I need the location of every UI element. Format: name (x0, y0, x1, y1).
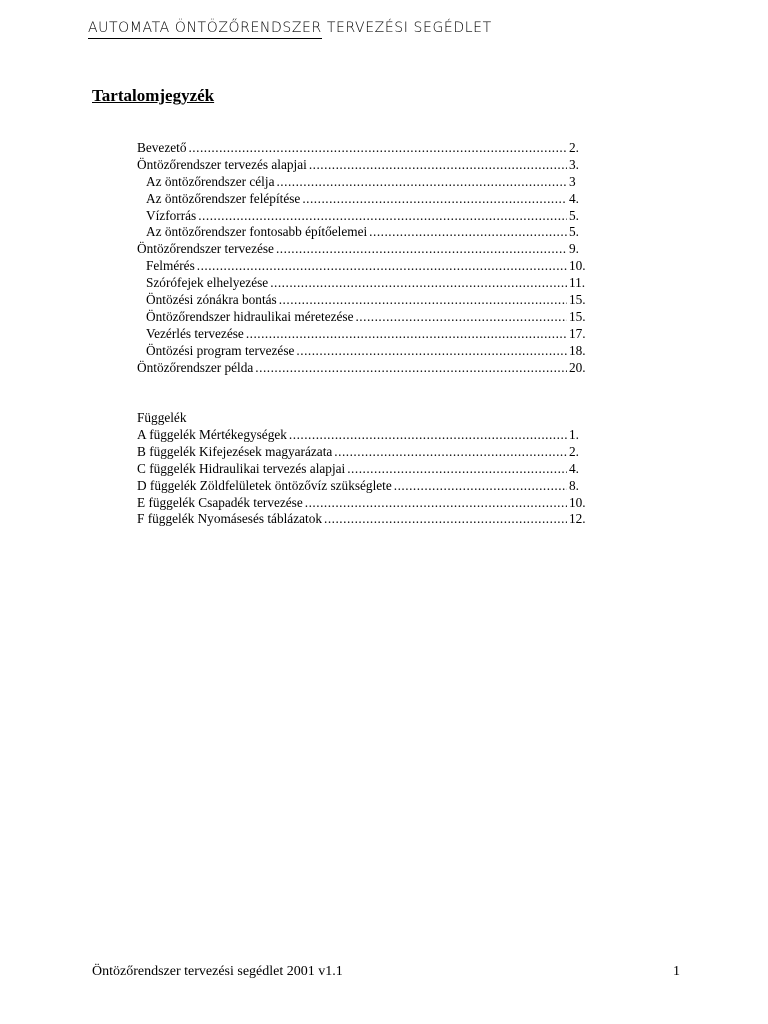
toc-entry[interactable] (137, 258, 587, 275)
toc-list (137, 140, 587, 376)
toc-entry-page: 11. (569, 275, 586, 291)
toc-entry-label: Öntözőrendszer tervezés alapjai (137, 156, 307, 172)
toc-entry-label: Felmérés (146, 258, 195, 274)
toc-entry[interactable] (137, 478, 587, 495)
toc-entry-label: Öntözési zónákra bontás (146, 292, 277, 308)
toc-entry-page: 5. (569, 207, 579, 223)
toc-entry[interactable] (137, 444, 587, 461)
toc-entry-page: 5. (569, 224, 579, 240)
toc-entry-label: A függelék Mértékegységek (137, 427, 287, 442)
appendix-list (137, 427, 587, 528)
toc-entry[interactable] (137, 191, 587, 208)
toc-entry-page: 18. (569, 342, 586, 358)
toc-entry-label: Bevezető (137, 140, 187, 155)
dot-leader (355, 309, 567, 326)
toc-entry[interactable] (137, 140, 587, 157)
toc-entry-label: Szórófejek elhelyezése (146, 275, 269, 291)
toc-entry-page: 10. (569, 258, 586, 274)
toc-entry[interactable] (137, 241, 587, 258)
toc-entry-page: 20. (569, 359, 586, 375)
dot-leader (302, 191, 567, 208)
toc-entry-page: 15. (569, 308, 586, 324)
toc-entry[interactable] (137, 309, 587, 326)
toc-entry-label: B függelék Kifejezések magyarázata (137, 443, 333, 459)
toc-entry[interactable] (137, 208, 587, 225)
dot-leader (276, 241, 567, 258)
dot-leader (324, 511, 567, 528)
dot-leader (197, 258, 567, 275)
dot-leader (276, 174, 567, 191)
toc-title: Tartalomjegyzék (92, 86, 215, 105)
toc-entry-label: Öntözési program tervezése (146, 342, 295, 358)
toc-entry-page: 17. (569, 325, 586, 341)
dot-leader (289, 427, 567, 444)
header-title-underlined: AUTOMATA ÖNTÖZŐRENDSZER (88, 19, 322, 39)
toc-entry[interactable] (137, 275, 587, 292)
footer-page-number: 1 (673, 964, 680, 979)
dot-leader (296, 343, 567, 360)
toc-entry-page: 2. (569, 443, 579, 459)
toc-entry[interactable] (137, 461, 587, 478)
toc-entry[interactable] (137, 427, 587, 444)
dot-leader (255, 360, 567, 377)
toc-entry[interactable] (137, 326, 587, 343)
toc-entry-page: 15. (569, 292, 586, 308)
toc-entry-label: Az öntözőrendszer célja (146, 173, 275, 189)
toc-entry-label: F függelék Nyomásesés táblázatok (137, 511, 322, 527)
toc-entry-page: 4. (569, 460, 579, 476)
dot-leader (305, 495, 567, 512)
toc-entry-label: Az öntözőrendszer fontosabb építőelemei (146, 224, 368, 240)
toc-entry-page: 10. (569, 494, 586, 510)
dot-leader (369, 224, 567, 241)
appendix-heading: Függelék (137, 410, 187, 425)
toc-entry[interactable] (137, 511, 587, 528)
dot-leader (334, 444, 567, 461)
toc-entry-page: 2. (569, 140, 579, 155)
toc-entry[interactable] (137, 174, 587, 191)
toc-entry-page: 9. (569, 241, 579, 257)
page-footer (92, 963, 680, 981)
toc-entry-page: 4. (569, 190, 579, 206)
toc-entry[interactable] (137, 495, 587, 512)
toc-entry-label: D függelék Zöldfelületek öntözővíz szükséglete (137, 477, 392, 493)
toc-entry-label: E függelék Csapadék tervezése (137, 494, 303, 510)
toc-entry[interactable] (137, 224, 587, 241)
toc-entry[interactable] (137, 157, 587, 174)
dot-leader (188, 140, 567, 157)
page-header (88, 19, 492, 39)
dot-leader (309, 157, 567, 174)
toc-entry-page: 3 (569, 173, 576, 189)
dot-leader (246, 326, 567, 343)
toc-entry-label: Öntözőrendszer tervezése (137, 241, 274, 257)
toc-entry-page: 3. (569, 156, 579, 172)
toc-entry-label: Vezérlés tervezése (146, 325, 244, 341)
dot-leader (279, 292, 567, 309)
dot-leader (270, 275, 567, 292)
toc-entry-page: 1. (569, 427, 579, 442)
toc-entry-label: Vízforrás (146, 207, 197, 223)
toc-entry-page: 12. (569, 511, 586, 527)
footer-text: Öntözőrendszer tervezési segédlet 2001 v1.1 (92, 964, 343, 979)
dot-leader (347, 461, 567, 478)
dot-leader (394, 478, 567, 495)
toc-entry[interactable] (137, 360, 587, 377)
toc-entry-label: C függelék Hidraulikai tervezés alapjai (137, 460, 346, 476)
toc-entry-label: Az öntözőrendszer felépítése (146, 190, 301, 206)
dot-leader (198, 208, 567, 225)
toc-entry[interactable] (137, 343, 587, 360)
header-title-rest: TERVEZÉSI SEGÉDLET (321, 20, 492, 36)
toc-entry[interactable] (137, 292, 587, 309)
toc-entry-label: Öntözőrendszer példa (137, 359, 254, 375)
toc-entry-label: Öntözőrendszer hidraulikai méretezése (146, 308, 354, 324)
toc-entry-page: 8. (569, 477, 579, 493)
